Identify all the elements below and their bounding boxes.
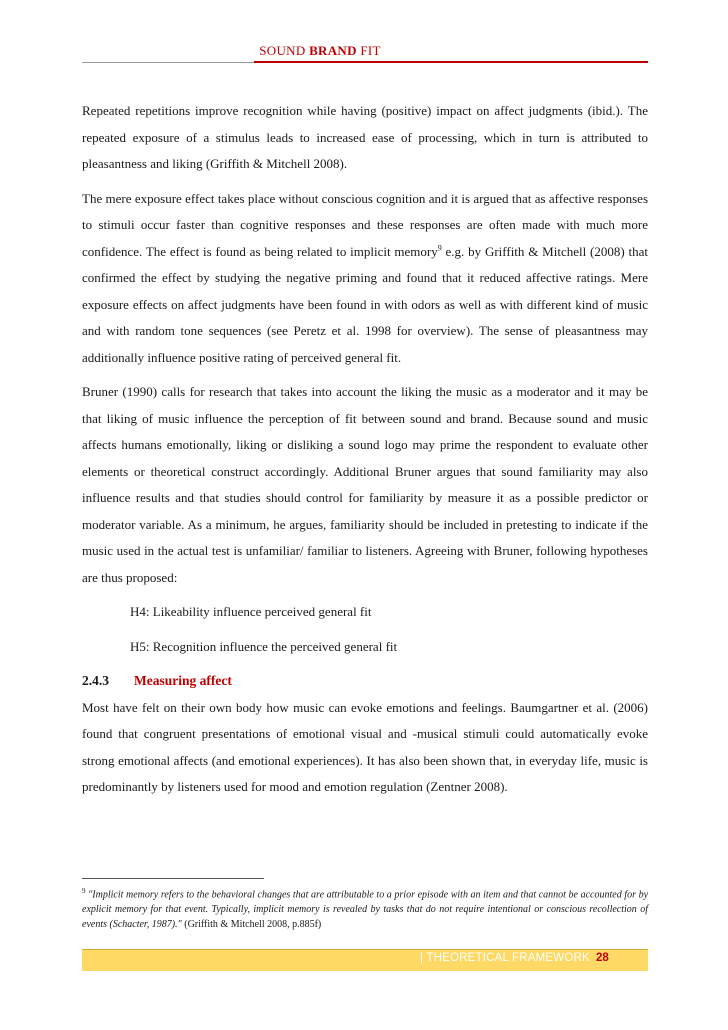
footnote-reference[interactable]: 9 — [437, 243, 442, 253]
footnote-separator — [82, 878, 264, 879]
header-title-prefix: SOUND — [259, 43, 310, 58]
section-number: 2.4.3 — [82, 673, 109, 688]
paragraph-3: Bruner (1990) calls for research that takes into account the liking the music as a moderator and it may be that liking of music influence the perception of fit between sound and brand. Because sound and music affects humans emotionally, liking or disliking a sound logo may prime the respondent to evaluate other elements or theoretical construct accordingly. Additional Bruner argues that sound familiarity may also influence results and that studies should control for familiarity by measure it as a possible predictor or moderator variable. As a minimum, he argues, familiarity should be included in pretesting to indicate if the music used in the actual test is unfamiliar/ familiar to listeners. Agreeing with Bruner, following hypotheses are thus proposed: — [82, 384, 648, 585]
header-rule-right — [254, 61, 648, 63]
footnote-citation: (Griffith & Mitchell 2008, p.885f) — [181, 919, 322, 931]
footnote-marker: 9 — [82, 887, 86, 895]
paragraph-1: Repeated repetitions improve recognition while having (positive) impact on affect judgments (ibid.). The repeated exposure of a stimulus leads to increased ease of processing, which in turn is attributed to pleasantness and liking (Griffith & Mitchell 2008). — [82, 103, 648, 171]
paragraph-2-before: The mere exposure effect takes place without conscious cognition and it is argued that as affective responses to stimuli occur faster than cognitive responses and these responses are often made with much more confidence. The effect is found as being related to implicit memory — [82, 190, 648, 259]
hypothesis-h5: H5: Recognition influence the perceived general fit — [130, 638, 398, 654]
paragraph-2-after: e.g. by Griffith & Mitchell (2008) that confirmed the effect by studying the negative priming and found that it reduced affective ratings. Mere exposure effects on affect judgments have been found in with odors as well as with different kind of music and with random tone sequences (see Peretz et al. 1998 for overview). The sense of pleasantness may additionally influence positive rating of perceived general fit. — [82, 243, 648, 365]
header-title-brand: BRAND — [309, 43, 357, 58]
footnote — [82, 884, 648, 932]
running-header — [0, 43, 640, 59]
header-rule-left — [82, 62, 254, 63]
section-heading — [82, 668, 648, 695]
paragraph-2 — [82, 186, 648, 372]
header-title-suffix: FIT — [356, 43, 381, 58]
section-title: Measuring affect — [134, 673, 232, 688]
body-content — [82, 98, 648, 809]
footer-section-label: | THEORETICAL FRAMEWORK — [420, 952, 590, 964]
hypothesis-h4: H4: Likeability influence perceived general fit — [130, 604, 372, 619]
page-number: 28 — [596, 952, 609, 964]
footnote-quote: "Implicit memory refers to the behavioral changes that are attributable to a prior episode with an item and that cannot be accounted for by explicit memory for that event. Typically, implicit memory is revealed by tasks that do not require intentional or conscious recollection of events (Schacter, 1987)." — [82, 889, 649, 931]
paragraph-4: Most have felt on their own body how music can evoke emotions and feelings. Baumgartner et al. (2006) found that congruent presentations of emotional visual and -musical stimuli could automatically evoke strong emotional affects (and emotional experiences). It has also been shown that, in everyday life, music is predominantly by listeners used for mood and emotion regulation (Zentner 2008). — [82, 699, 648, 794]
